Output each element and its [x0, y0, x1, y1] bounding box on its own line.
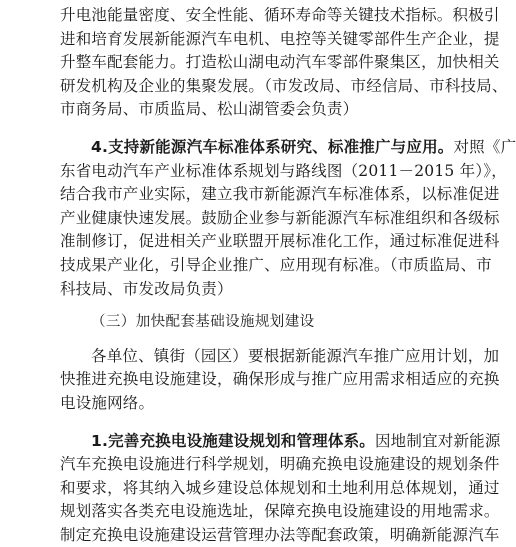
text-line: 东省电动汽车产业标准体系规划与路线图（2011－2015 年）》， [60, 160, 432, 184]
section-4-standards [60, 136, 432, 301]
text-line: 准制修订，促进相关产业联盟开展标准化工作，通过标准促进科 [60, 230, 432, 254]
paragraph-charging-network [60, 345, 432, 416]
text-line: 科技局、市发改局负责） [60, 278, 432, 302]
section-1-first-line [60, 430, 432, 454]
section-4-title: 支持新能源汽车标准体系研究、标准推广与应用。 [108, 138, 453, 156]
section-heading-infrastructure: （三）加快配套基础设施规划建设 [60, 311, 432, 335]
text-line: 快推进充换电设施建设，确保形成与推广应用需求相适应的充换 [60, 368, 432, 392]
section-1-number: 1. [91, 432, 108, 450]
text-line: 升电池能量密度、安全性能、循环寿命等关键技术指标。积极引 [60, 4, 432, 28]
text-line: 进和培育发展新能源汽车电机、电控等关键零部件生产企业，提 [60, 28, 432, 52]
text-line: 升整车配套能力。打造松山湖电动汽车零部件聚集区，加快相关 [60, 51, 432, 75]
text-line: 制定充换电设施建设运营管理办法等配套政策，明确新能源汽车 [60, 524, 432, 547]
text-line: 研发机构及企业的集聚发展。（市发改局、市经信局、市科技局、 [60, 75, 432, 99]
text-line: 结合我市产业实际，建立我市新能源汽车标准体系，以标准促进 [60, 183, 432, 207]
section-4-first-line [60, 136, 432, 160]
section-4-number: 4. [91, 138, 108, 156]
section-1-planning [60, 430, 432, 547]
text-line: 汽车充换电设施进行科学规划，明确充换电设施建设的规划条件 [60, 453, 432, 477]
text-line: 电设施网络。 [60, 392, 432, 416]
section-1-title: 完善充换电设施建设规划和管理体系。 [108, 432, 375, 450]
text-line: 和要求，将其纳入城乡建设总体规划和土地利用总体规划，通过 [60, 477, 432, 501]
text-line: 各单位、镇街（园区）要根据新能源汽车推广应用计划，加 [60, 345, 432, 369]
text-line: 规划落实各类充电设施选址，保障充换电设施建设的用地需求。 [60, 500, 432, 524]
text-line: 技成果产业化，引导企业推广、应用现有标准。（市质监局、市 [60, 254, 432, 278]
paragraph-battery-components [60, 4, 432, 122]
section-4-first-line-rest: 对照《广 [453, 138, 516, 156]
text-line: 市商务局、市质监局、松山湖管委会负责） [60, 98, 432, 122]
text-line: 产业健康快速发展。鼓励企业参与新能源汽车标准组织和各级标 [60, 207, 432, 231]
section-1-first-line-rest: 因地制宜对新能源 [375, 432, 501, 450]
